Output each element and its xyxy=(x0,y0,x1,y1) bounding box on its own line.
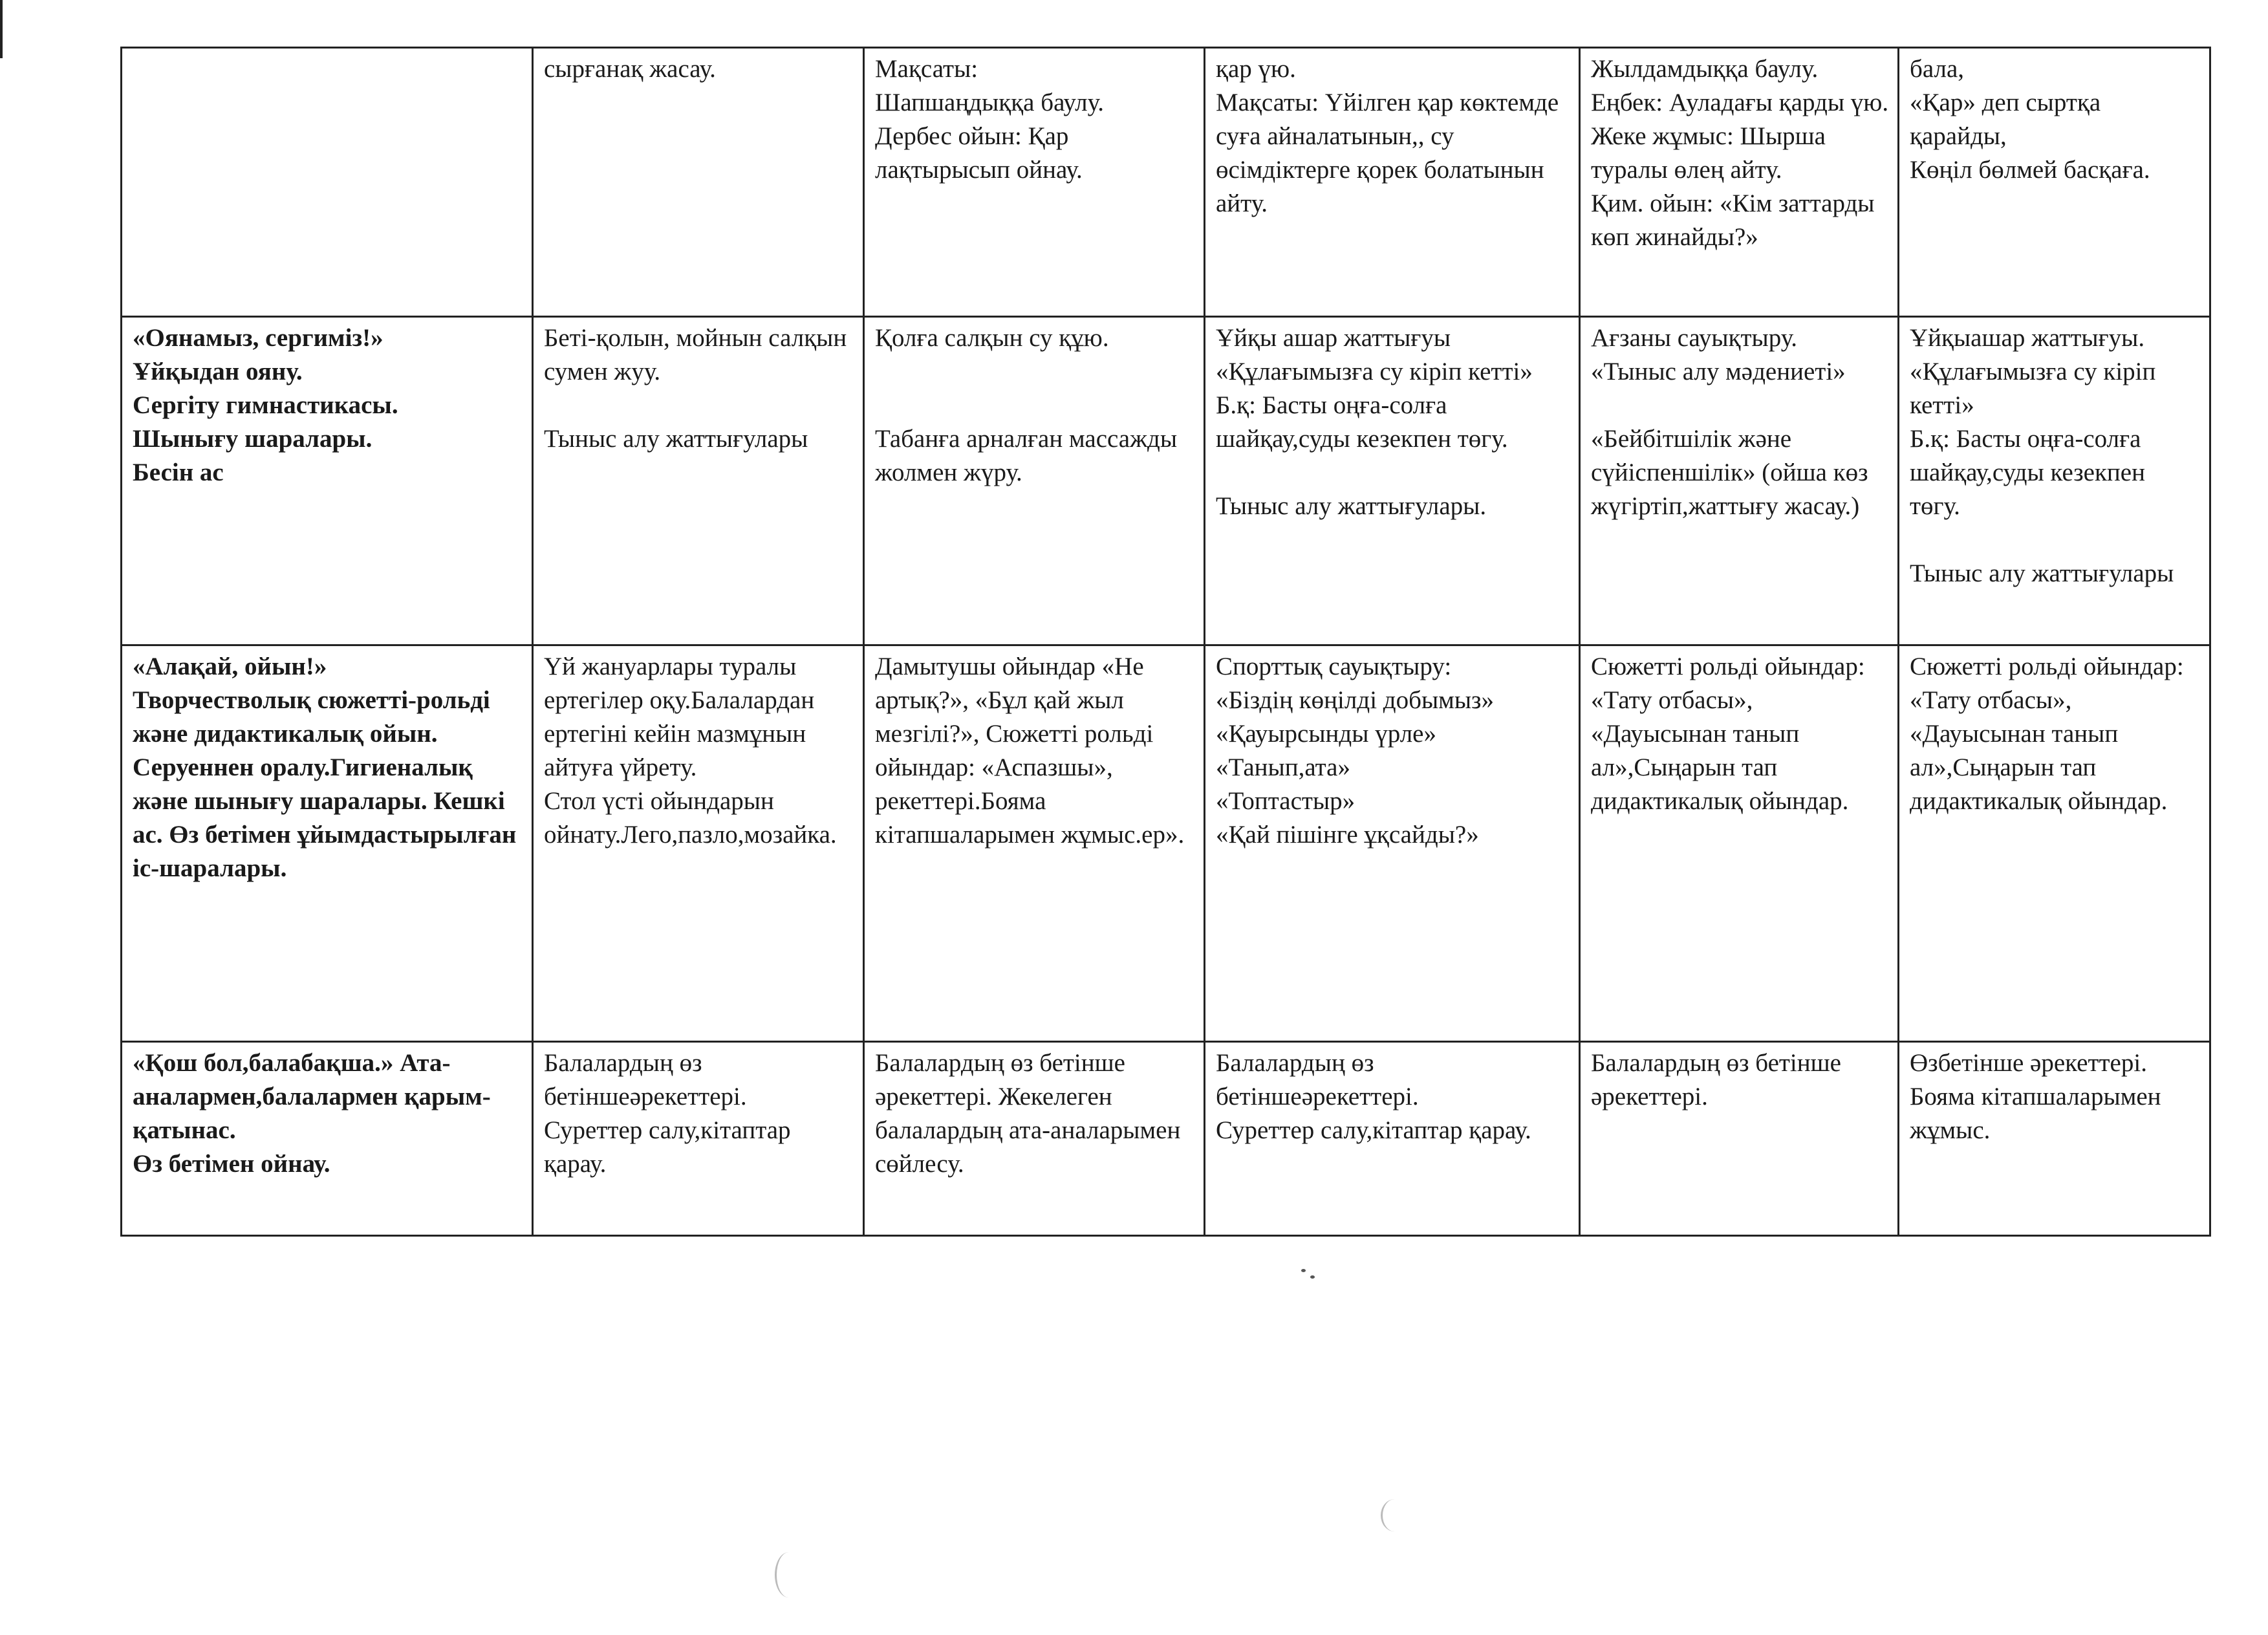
table-cell: сырғанақ жасау. xyxy=(533,48,864,317)
table-cell: Балалардың өз бетінше әрекеттері. xyxy=(1580,1042,1899,1236)
table-row xyxy=(122,1042,2210,1236)
table-cell: Үй жануарлары туралы ертегілер оқу.Балалардан ертегіні кейін мазмұнын айтуға үйрету. Стол үсті ойындарын ойнату.Лего,пазло,мозайка. xyxy=(533,645,864,1042)
scan-punch-mark xyxy=(775,1552,803,1597)
table-row xyxy=(122,48,2210,317)
table-cell: Балалардың өз бетінше әрекеттері. Жекелеген балалардың ата-аналарымен сөйлесу. xyxy=(864,1042,1205,1236)
table-cell: Балалардың өз бетіншеәрекеттері. Суреттер салу,кітаптар қарау. xyxy=(533,1042,864,1236)
table-cell: Ұйқыашар жаттығуы. «Құлағымызға су кіріп кетті» Б.қ: Басты оңға-солға шайқау,суды кезекпен төгу. Тыныс алу жаттығулары xyxy=(1899,317,2210,645)
table-cell: қар үю. Мақсаты: Үйілген қар көктемде суға айналатынын,, су өсімдіктерге қорек болатынын айту. xyxy=(1205,48,1580,317)
scan-speck xyxy=(1310,1275,1315,1279)
table-cell: Сюжетті рольді ойындар: «Тату отбасы», «Дауысынан танып ал»,Сыңарын тап дидактикалық ойындар. xyxy=(1580,645,1899,1042)
table-cell: Мақсаты: Шапшаңдыққа баулу. Дербес ойын: Қар лақтырысып ойнау. xyxy=(864,48,1205,317)
table-cell: Сюжетті рольді ойындар: «Тату отбасы», «Дауысынан танып ал»,Сыңарын тап дидактикалық ойындар. xyxy=(1899,645,2210,1042)
table-row xyxy=(122,645,2210,1042)
table-cell: бала, «Қар» деп сыртқа қарайды, Көңіл бөлмей басқаға. xyxy=(1899,48,2210,317)
table-row xyxy=(122,317,2210,645)
table-cell: Спорттық сауықтыру: «Біздің көңілді добымыз» «Қауырсынды үрле» «Танып,ата» «Топтастыр» «Қай пішінге ұқсайды?» xyxy=(1205,645,1580,1042)
scan-speck xyxy=(1301,1269,1306,1272)
table-cell: Өзбетінше әрекеттері. Бояма кітапшаларымен жұмыс. xyxy=(1899,1042,2210,1236)
daily-plan-table xyxy=(120,47,2211,1237)
table-cell: Жылдамдыққа баулу. Еңбек: Ауладағы қарды үю. Жеке жұмыс: Шырша туралы өлең айту. Қим. ойын: «Кім заттарды көп жинайды?» xyxy=(1580,48,1899,317)
table-cell: Балалардың өз бетіншеәрекеттері. Суреттер салу,кітаптар қарау. xyxy=(1205,1042,1580,1236)
table-cell: Беті-қолын, мойнын салқын сумен жуу. Тыныс алу жаттығулары xyxy=(533,317,864,645)
scan-punch-mark xyxy=(1381,1499,1409,1532)
table-cell: Ағзаны сауықтыру. «Тыныс алу мәдениеті» «Бейбітшілік және сүйіспеншілік» (ойша көз жүгіртіп,жаттығу жасау.) xyxy=(1580,317,1899,645)
row-head-cell: «Қош бол,балабақша.» Ата-аналармен,балалармен қарым-қатынас. Өз бетімен ойнау. xyxy=(122,1042,533,1236)
row-head-cell: «Алақай, ойын!» Творчестволық сюжетті-рольді және дидактикалық ойын. Серуеннен оралу.Гигиеналық және шынығу шаралары. Кешкі ас. Өз бетімен ұйымдастырылған іс-шаралары. xyxy=(122,645,533,1042)
table-cell: Ұйқы ашар жаттығуы «Құлағымызға су кіріп кетті» Б.қ: Басты оңға-солға шайқау,суды кезекпен төгу. Тыныс алу жаттығулары. xyxy=(1205,317,1580,645)
table-cell: Дамытушы ойындар «Не артық?», «Бұл қай жыл мезгілі?», Сюжетті рольді ойындар: «Аспазшы», рекеттері.Бояма кітапшаларымен жұмыс.ер». xyxy=(864,645,1205,1042)
table-cell: Қолға салқын су құю. Табанға арналған массажды жолмен жүру. xyxy=(864,317,1205,645)
row-head-cell xyxy=(122,48,533,317)
row-head-cell: «Оянамыз, сергиміз!» Ұйқыдан ояну. Сергіту гимнастикасы. Шынығу шаралары. Бесін ас xyxy=(122,317,533,645)
